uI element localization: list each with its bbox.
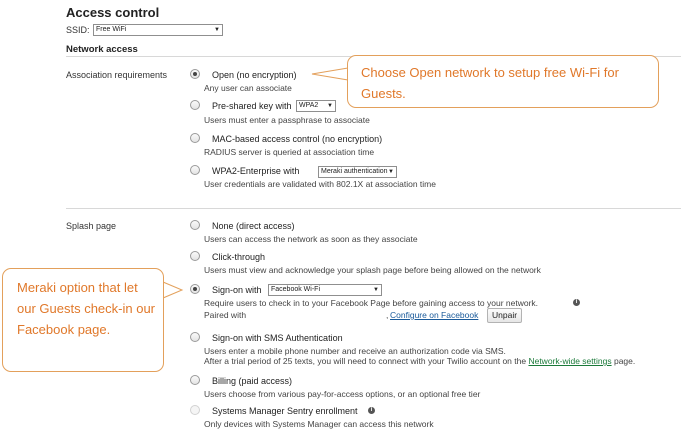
splash-sms-desc1: Users enter a mobile phone number and receive an authorization code via SMS. <box>204 346 506 356</box>
association-requirements-label: Association requirements <box>66 70 168 80</box>
splash-sentry-label: Systems Manager Sentry enrollment <box>212 406 358 416</box>
option-open-label: Open (no encryption) <box>212 70 297 80</box>
sign-on-select-value: Facebook Wi-Fi <box>271 286 321 293</box>
option-psk-desc: Users must enter a passphrase to associate <box>204 115 370 125</box>
chevron-down-icon: ▼ <box>373 287 379 293</box>
paired-separator: , <box>386 310 389 320</box>
page-title: Access control <box>66 5 160 20</box>
chevron-down-icon: ▼ <box>327 103 333 109</box>
configure-on-facebook-link[interactable]: Configure on Facebook <box>390 310 479 320</box>
splash-signon-label: Sign-on with <box>212 285 262 295</box>
unpair-button[interactable]: Unpair <box>487 308 522 323</box>
chevron-down-icon: ▼ <box>214 27 220 33</box>
option-mac-desc: RADIUS server is queried at association time <box>204 147 375 157</box>
paired-with-label: Paired with <box>204 310 247 320</box>
info-icon[interactable]: i <box>573 299 580 306</box>
option-mac-label: MAC-based access control (no encryption) <box>212 134 383 144</box>
callout-open-pointer <box>312 68 348 80</box>
splash-signon-desc: Require users to check in to your Facebook Page before gaining access to your network. <box>204 298 539 308</box>
splash-none-label: None (direct access) <box>212 221 295 231</box>
ssid-select-value: Free WiFi <box>96 26 127 33</box>
splash-sentry-desc: Only devices with Systems Manager can access this network <box>204 419 434 429</box>
ssid-label: SSID: <box>66 25 90 35</box>
option-wpa2-label: WPA2-Enterprise with <box>212 166 300 176</box>
option-open-desc: Any user can associate <box>204 83 292 93</box>
network-wide-settings-link[interactable]: Network-wide settings <box>528 356 612 366</box>
psk-select-value: WPA2 <box>299 102 319 109</box>
network-access-heading: Network access <box>66 44 138 55</box>
splash-page-label: Splash page <box>66 221 117 231</box>
splash-click-desc: Users must view and acknowledge your splash page before being allowed on the network <box>204 265 541 275</box>
option-wpa2-desc: User credentials are validated with 802.1X at association time <box>204 179 436 189</box>
chevron-down-icon: ▼ <box>388 169 394 175</box>
callout-open-network: Choose Open network to setup free Wi-Fi for Guests. <box>347 55 659 108</box>
sms-desc2-after: page. <box>613 356 636 366</box>
sms-desc2-text: After a trial period of 25 texts, you will need to connect with your Twilio account on the <box>204 356 527 366</box>
splash-none-desc: Users can access the network as soon as they associate <box>204 234 418 244</box>
callout-meraki-pointer <box>163 282 182 298</box>
splash-click-label: Click-through <box>212 252 266 262</box>
info-icon[interactable]: i <box>368 407 375 414</box>
option-psk-label: Pre-shared key with <box>212 101 292 111</box>
splash-sms-label: Sign-on with SMS Authentication <box>212 333 343 343</box>
splash-billing-desc: Users choose from various pay-for-access options, or an optional free tier <box>204 389 481 399</box>
wpa2-select-value: Meraki authentication <box>321 168 388 175</box>
splash-billing-label: Billing (paid access) <box>212 376 293 386</box>
callout-meraki-option: Meraki option that let our Guests check-in our Facebook page. <box>2 268 164 372</box>
